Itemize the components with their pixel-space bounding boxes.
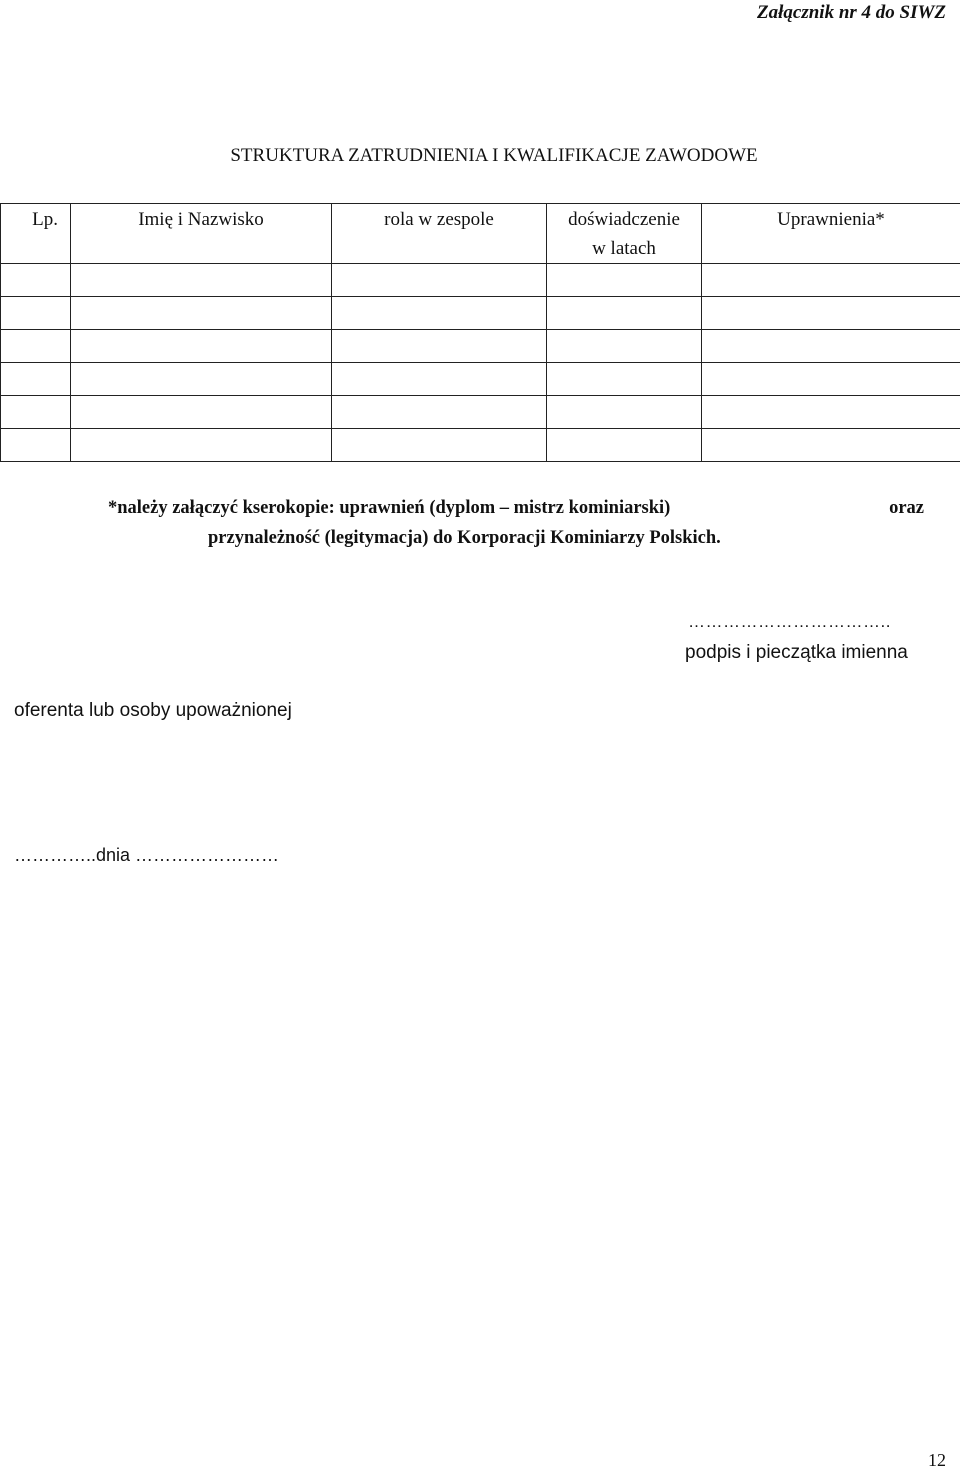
note-line-2: przynależność (legitymacja) do Korporacji Kominiarzy Polskich.: [108, 523, 924, 553]
table-cell[interactable]: [1, 363, 71, 396]
table-cell[interactable]: [702, 297, 960, 330]
column-header-lp: Lp.: [1, 204, 71, 264]
staff-table: [0, 203, 960, 462]
table-cell[interactable]: [1, 264, 71, 297]
table-cell[interactable]: [71, 363, 332, 396]
table-row: [1, 297, 960, 330]
column-header-role: rola w zespole: [332, 204, 547, 264]
table-cell[interactable]: [547, 264, 702, 297]
table-cell[interactable]: [547, 363, 702, 396]
table-cell[interactable]: [1, 396, 71, 429]
table-cell[interactable]: [1, 297, 71, 330]
note-line-1: [108, 493, 924, 523]
table-row: [1, 429, 960, 462]
table-cell[interactable]: [332, 297, 547, 330]
table-row: [1, 330, 960, 363]
document-title-text: STRUKTURA ZATRUDNIENIA I KWALIFIKACJE ZAWODOWE: [230, 145, 757, 166]
page-number: 12: [928, 1450, 946, 1471]
table-row: [1, 396, 960, 429]
note-line-1-end: oraz: [889, 493, 924, 523]
table-cell[interactable]: [547, 330, 702, 363]
table-cell[interactable]: [71, 264, 332, 297]
signature-label-continued: oferenta lub osoby upoważnionej: [14, 700, 292, 722]
table-cell[interactable]: [702, 429, 960, 462]
signature-dots: ……………………………..: [688, 612, 891, 632]
table-cell[interactable]: [71, 429, 332, 462]
table-cell[interactable]: [1, 429, 71, 462]
table-cell[interactable]: [547, 297, 702, 330]
table-cell[interactable]: [702, 264, 960, 297]
annex-header: Załącznik nr 4 do SIWZ: [757, 2, 946, 24]
column-header-name: Imię i Nazwisko: [71, 204, 332, 264]
table-cell[interactable]: [547, 429, 702, 462]
note-line-1-main: *należy załączyć kserokopie: uprawnień (dyplom – mistrz kominiarski): [108, 493, 670, 523]
table-cell[interactable]: [332, 330, 547, 363]
attachment-note: [108, 493, 924, 553]
table-cell[interactable]: [71, 396, 332, 429]
table-cell[interactable]: [1, 330, 71, 363]
date-line: …………..dnia ……………………: [14, 845, 279, 866]
table-cell[interactable]: [702, 396, 960, 429]
table-cell[interactable]: [547, 396, 702, 429]
table-row: [1, 264, 960, 297]
column-header-qualifications: Uprawnienia*: [702, 204, 960, 264]
table-cell[interactable]: [71, 330, 332, 363]
table-cell[interactable]: [332, 264, 547, 297]
table-row: [1, 363, 960, 396]
table-cell[interactable]: [332, 363, 547, 396]
table-header-row: [1, 204, 960, 264]
document-title: [0, 145, 960, 167]
table-cell[interactable]: [332, 396, 547, 429]
signature-label: podpis i pieczątka imienna: [685, 642, 908, 664]
table-cell[interactable]: [702, 330, 960, 363]
table-cell[interactable]: [702, 363, 960, 396]
table-cell[interactable]: [332, 429, 547, 462]
table-cell[interactable]: [71, 297, 332, 330]
column-header-experience: doświadczenie w latach: [547, 204, 702, 264]
